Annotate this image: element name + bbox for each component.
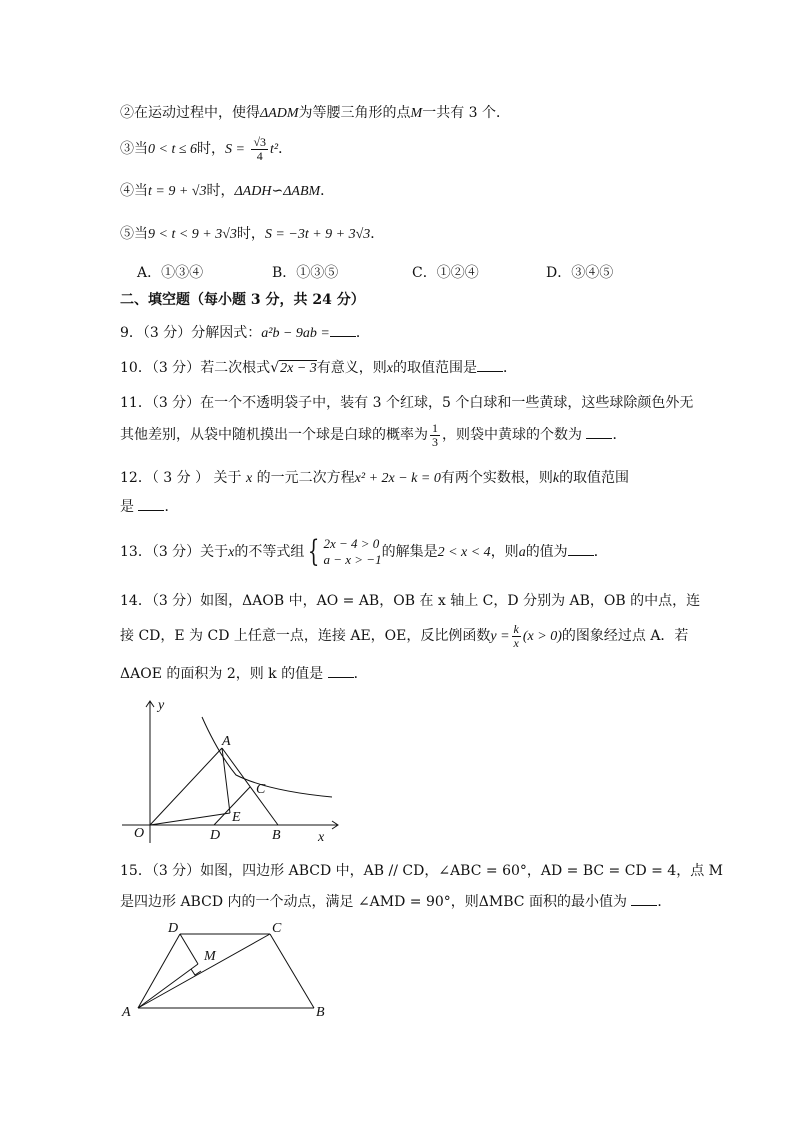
question-14-line3: ΔAOE 的面积为 2，则 k 的值是 ． [120,666,368,682]
figure-14 [118,693,350,845]
answer-blank[interactable] [477,359,503,372]
figure-15 [118,918,338,1022]
label-D: D [168,921,179,936]
label-A: A [122,1005,131,1020]
question-10: 10．（3 分）若二次根式√2x − 3有意义，则x的取值范围是 ． [120,360,517,376]
option-d[interactable]: D．③④⑤ [546,265,614,281]
label-M: M [204,949,216,964]
answer-blank[interactable] [328,665,354,678]
question-11-line2: 其他差别，从袋中随机摸出一个球是白球的概率为 $\frac{1}{3}$ ，则袋中黄球的个数为 ． [120,420,627,449]
fraction-k-over-x: $\frac{k}{x}$ [513,621,519,650]
label-A: A [222,734,231,749]
section-title: 二、填空题（每小题 3 分，共 24 分） [120,292,365,308]
question-15-line1: 15．（3 分）如图，四边形 ABCD 中，AB // CD，∠ABC = 60°，AD = BC = CD = 4，点 M [120,863,723,879]
label-x: x [318,830,325,845]
option-a[interactable]: A．①③④ [137,265,204,281]
label-C: C [272,921,282,936]
right-angle-mark [191,969,201,975]
question-9: 9．（3 分）分解因式：a²b − 9ab = ． [120,325,370,341]
label-B: B [316,1005,325,1020]
question-12-line1: 12．（ 3 分 ） 关于 x 的一元二次方程x² + 2x − k = 0有两个实数根，则k的取值范围 [120,470,630,486]
label-O: O [134,826,145,841]
p8-item2: ②在运动过程中，使得ΔADM为等腰三角形的点M一共有 3 个． [120,105,511,121]
segment-AD [138,934,180,1008]
segment-CB [270,934,314,1008]
label-E: E [232,810,241,825]
label-D: D [210,828,221,843]
inequality-system: 2x − 4 > 0 a − x > −1 [323,536,382,567]
option-c[interactable]: C．①②④ [412,265,479,281]
fraction-one-third: $\frac{1}{3}$ [432,420,438,449]
label-C: C [256,782,266,797]
answer-blank[interactable] [138,498,164,511]
question-12-line2: 是 ． [120,499,179,515]
segment-AM [138,964,198,1008]
p8-item3: ③当0 < t ≤ 6时，S = $\frac{√3}{4}$ t²． [120,134,293,163]
answer-blank[interactable] [631,893,657,906]
question-14-line1: 14．（3 分）如图，ΔAOB 中，AO = AB，OB 在 x 轴上 C，D 分别为 AB，OB 的中点，连 [120,593,701,609]
option-b[interactable]: B．①③⑤ [272,265,339,281]
answer-blank[interactable] [568,543,594,556]
segment-OE [150,813,230,825]
label-y: y [158,698,165,713]
fraction-sqrt3-over-4: $\frac{√3}{4}$ [253,134,267,163]
hyperbola-curve [202,717,332,797]
p8-item4: ④当t = 9 + √3时，ΔADH∽ΔABM． [120,183,335,199]
question-15-line2: 是四边形 ABCD 内的一个动点，满足 ∠AMD = 90°，则ΔMBC 面积的最小值为 ． [120,894,672,910]
label-B: B [272,828,281,843]
segment-DM [180,934,198,964]
question-14-line2: 接 CD，E 为 CD 上任意一点，连接 AE，OE，反比例函数y = $\frac{k}{x}$ (x > 0)的图象经过点 A．若 [120,621,689,650]
question-11-line1: 11．（3 分）在一个不透明袋子中，装有 3 个红球，5 个白球和一些黄球，这些球除颜色外无 [120,395,694,411]
question-13: 13．（3 分）关于x的不等式组 { 2x − 4 > 0 a − x > −1 的解集是2 < x < 4，则a的值为 ． [120,534,608,569]
answer-blank[interactable] [586,426,612,439]
segment-OA [150,748,222,825]
segment-AC [138,934,270,1008]
p8-item5: ⑤当9 < t < 9 + 3√3时，S = −3t + 9 + 3√3． [120,226,385,242]
answer-blank[interactable] [330,324,356,337]
